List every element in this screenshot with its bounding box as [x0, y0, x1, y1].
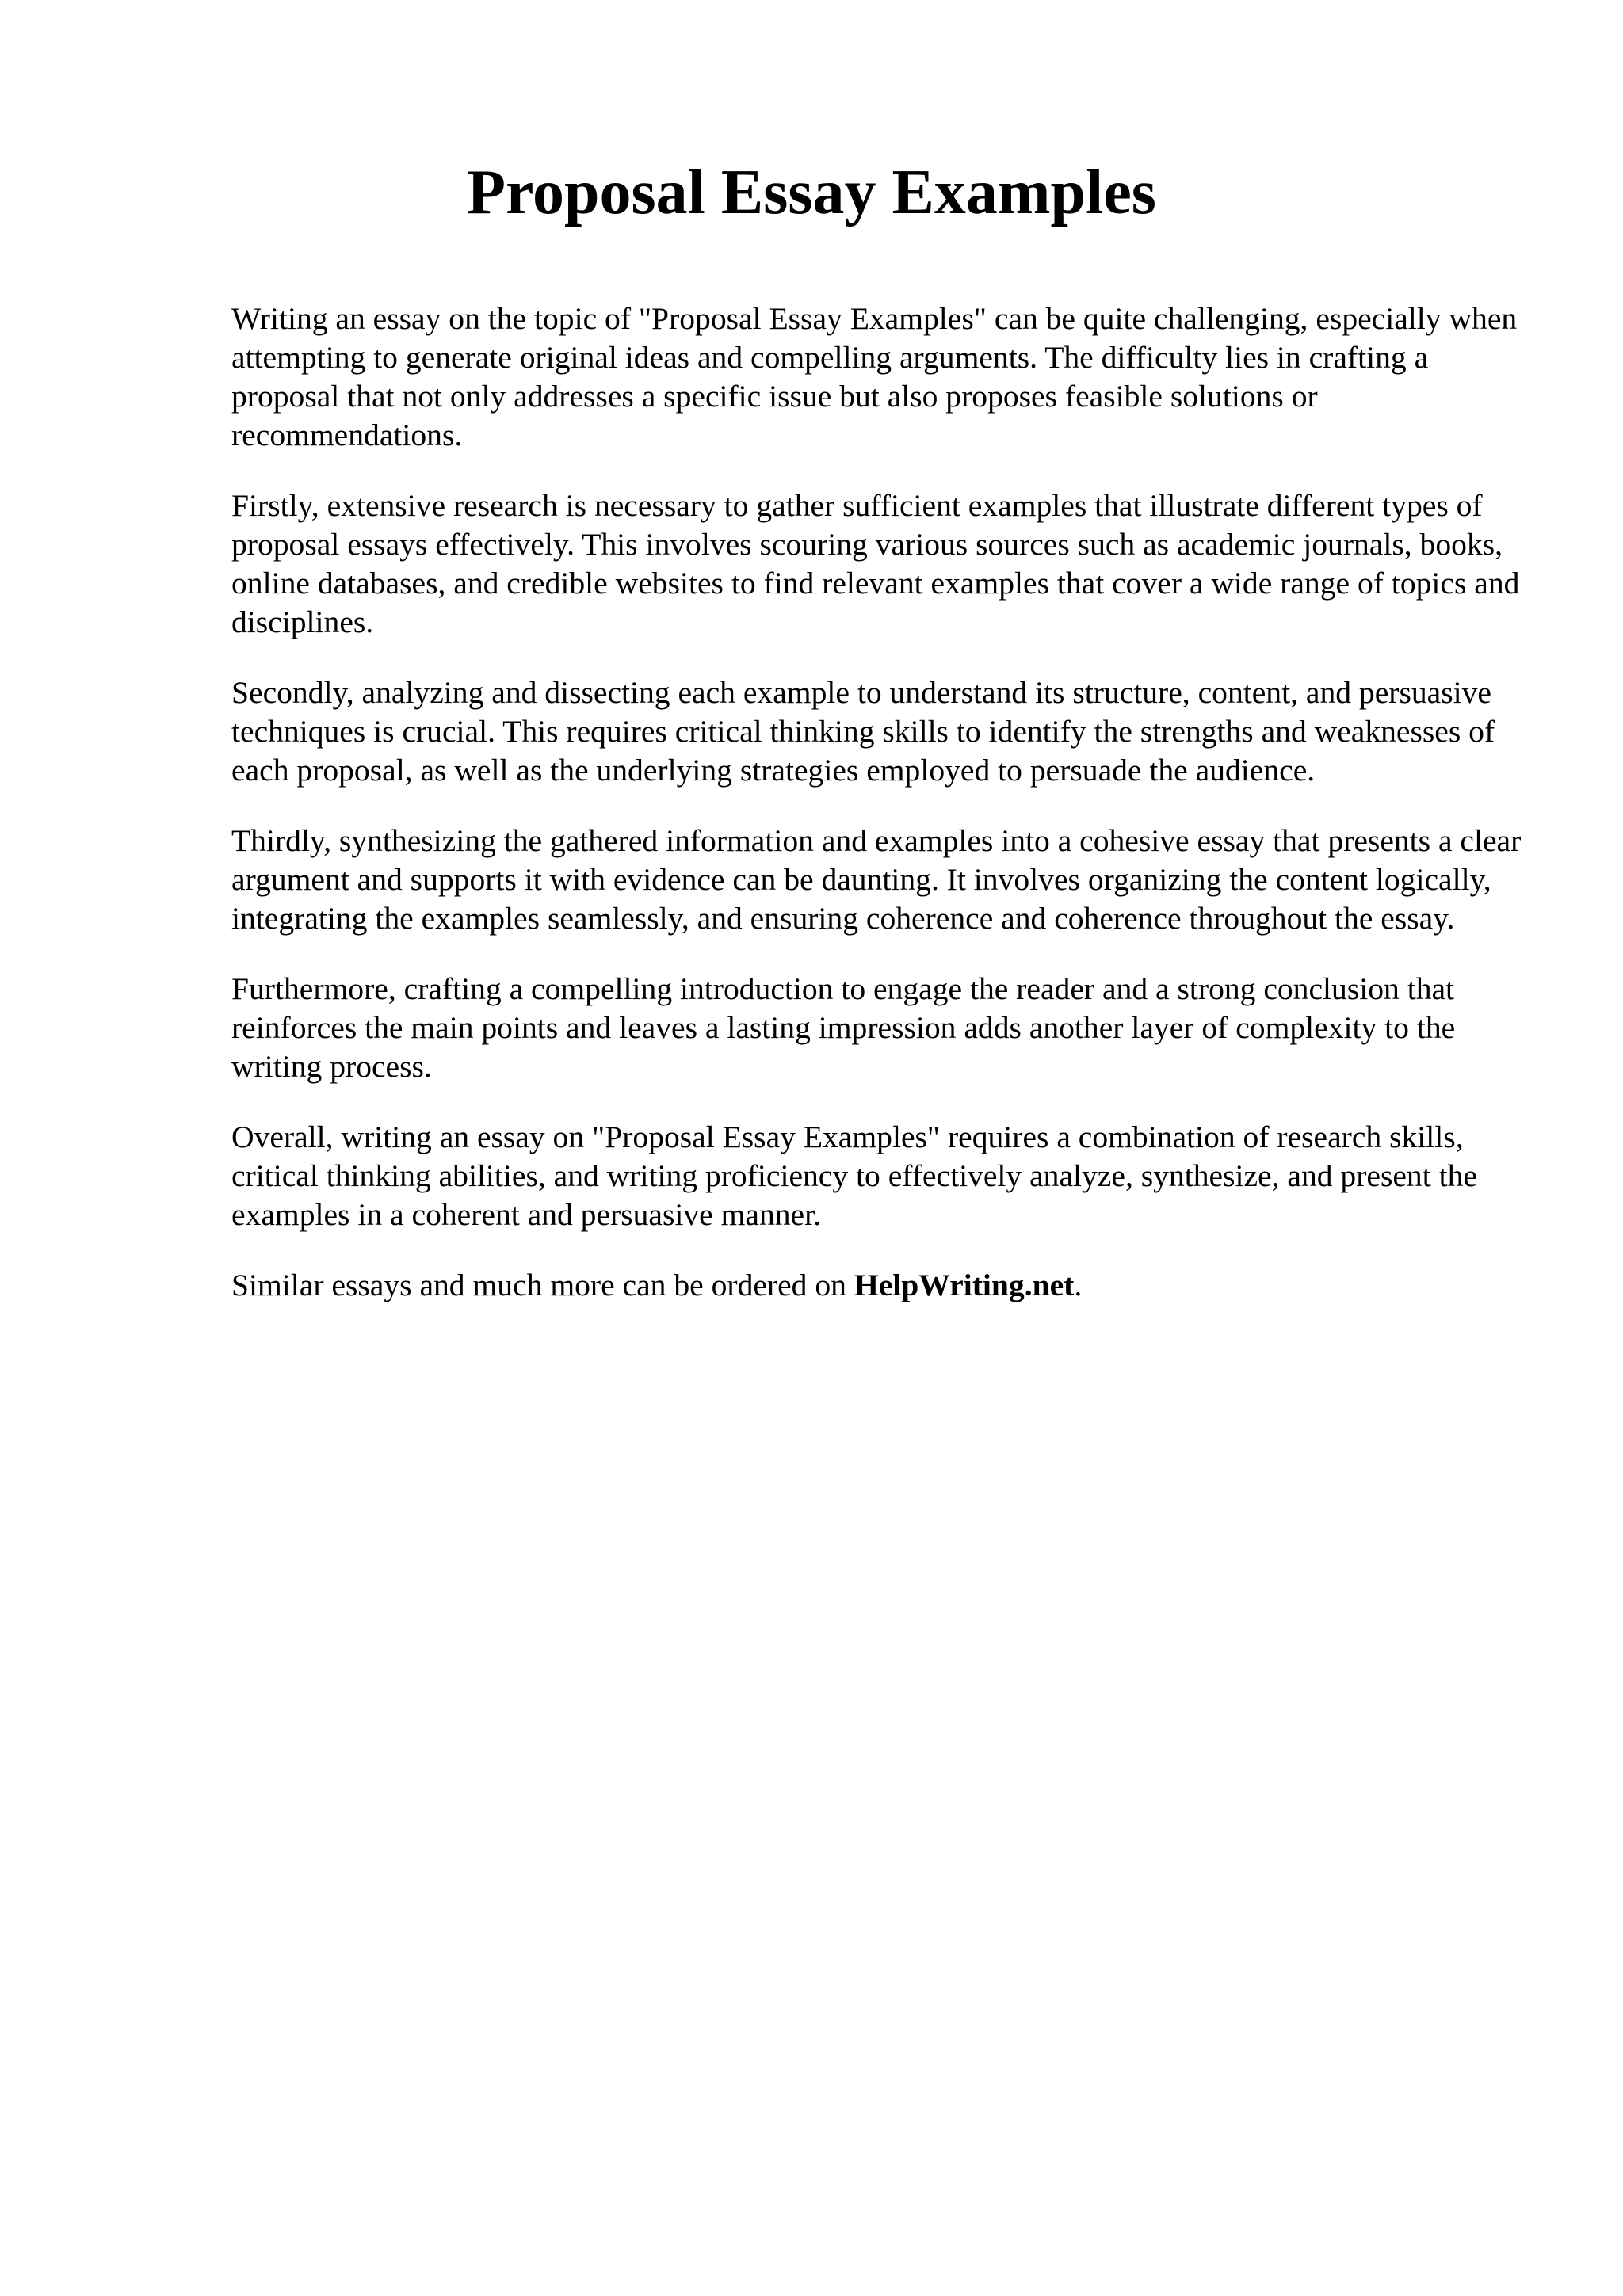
page-title: Proposal Essay Examples — [467, 158, 1156, 227]
paragraph-secondly: Secondly, analyzing and dissecting each example to understand its structure, content, and persuasive techniques is crucial. This requires critical thinking skills to identify the strengths and weaknesses of each proposal, as well as the underlying strategies employed to persuade the audience. — [231, 675, 1495, 788]
paragraph-intro: Writing an essay on the topic of "Proposal Essay Examples" can be quite challenging, especially when attempting to generate original ideas and compelling arguments. The difficulty lies in crafting a proposal that not only addresses a specific issue but also proposes feasible solutions or recommendations. — [231, 301, 1518, 452]
paragraph-furthermore: Furthermore, crafting a compelling introduction to engage the reader and a strong conclusion that reinforces the main points and leaves a lasting impression adds another layer of complexity to the writing process. — [231, 971, 1456, 1084]
paragraph-thirdly: Thirdly, synthesizing the gathered information and examples into a cohesive essay that presents a clear argument and supports it with evidence can be daunting. It involves organizing the content logically, integrating the examples seamlessly, and ensuring coherence and coherence throughout the essay. — [231, 823, 1522, 936]
promo-line — [231, 1266, 1531, 1305]
paragraph-firstly: Firstly, extensive research is necessary to gather sufficient examples that illustrate different types of proposal essays effectively. This involves scouring various sources such as academic journals, books, online databases, and credible websites to find relevant examples that cover a wide range of topics and disciplines. — [231, 488, 1520, 639]
helpwriting-link[interactable]: HelpWriting.net — [854, 1268, 1075, 1302]
essay-body — [231, 299, 1531, 1305]
paragraph-overall: Overall, writing an essay on "Proposal Essay Examples" requires a combination of research skills, critical thinking abilities, and writing proficiency to effectively analyze, synthesize, and present the examples in a coherent and persuasive manner. — [231, 1119, 1477, 1232]
promo-period: . — [1074, 1268, 1083, 1302]
promo-text: Similar essays and much more can be ordered on — [231, 1268, 846, 1302]
